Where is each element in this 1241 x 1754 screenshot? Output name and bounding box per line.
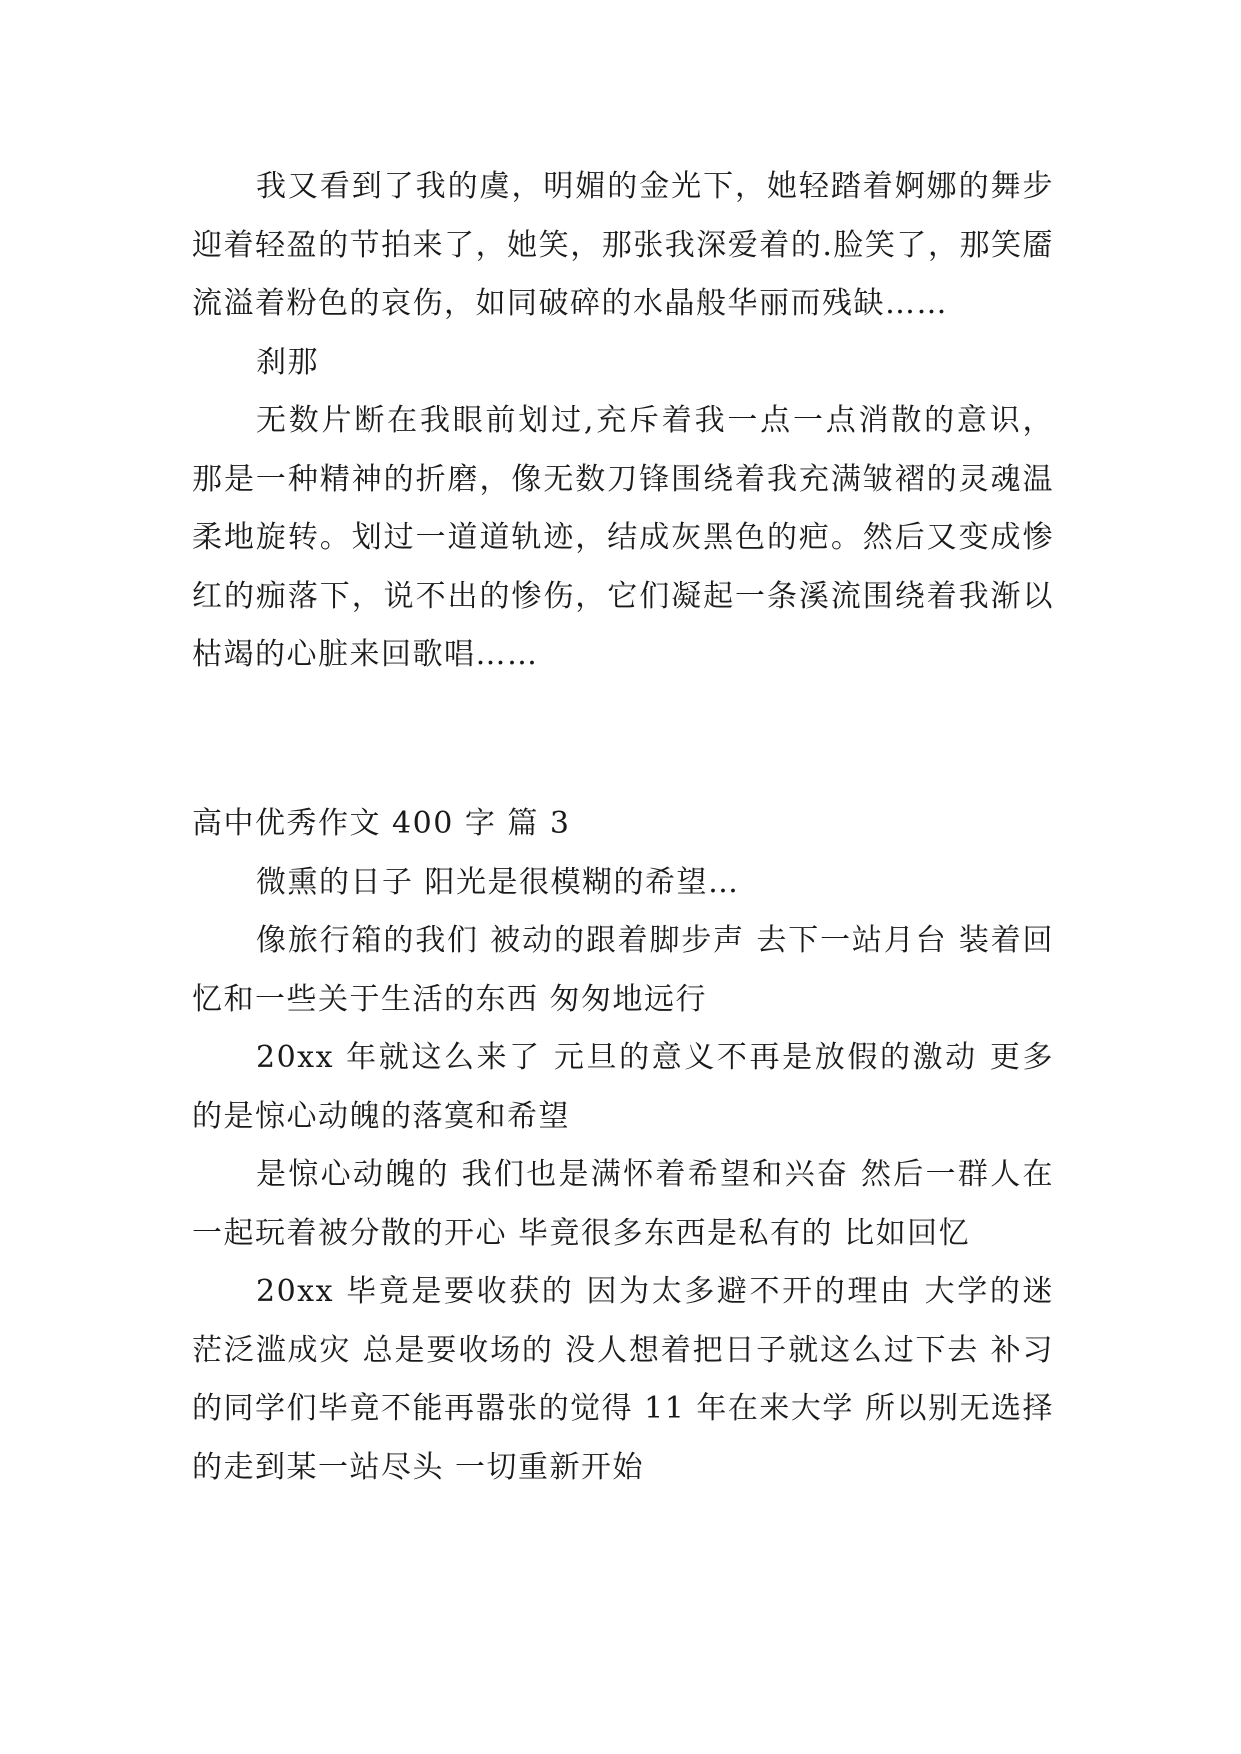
paragraph: 无数片断在我眼前划过,充斥着我一点一点消散的意识，那是一种精神的折磨，像无数刀锋围绕着我充满皱褶的灵魂温柔地旋转。划过一道道轨迹，结成灰黑色的疤。然后又变成惨红的痂落下，说不出的惨伤，它们凝起一条溪流围绕着我渐以枯竭的心脏来回歌唱…… <box>192 403 1054 672</box>
essay-section-3 <box>192 795 1054 1497</box>
paragraph: 微熏的日子 阳光是很模糊的希望… <box>256 864 740 900</box>
section-heading: 高中优秀作文 400 字 篇 3 <box>192 806 571 841</box>
paragraph: 20xx 毕竟是要收获的 因为太多避不开的理由 大学的迷茫泛滥成灾 总是要收场的 没人想着把日子就这么过下去 补习的同学们毕竟不能再嚣张的觉得 11 年在来大学 所以别无选择的走到某一站尽头 一切重新开始 <box>192 1274 1054 1485</box>
paragraph: 20xx 年就这么来了 元旦的意义不再是放假的激动 更多的是惊心动魄的落寞和希望 <box>192 1040 1054 1134</box>
paragraph: 像旅行箱的我们 被动的跟着脚步声 去下一站月台 装着回忆和一些关于生活的东西 匆匆地远行 <box>192 923 1054 1017</box>
essay-section-2-continuation <box>192 158 1054 685</box>
paragraph: 是惊心动魄的 我们也是满怀着希望和兴奋 然后一群人在一起玩着被分散的开心 毕竟很多东西是私有的 比如回忆 <box>192 1157 1054 1251</box>
paragraph: 刹那 <box>256 344 319 380</box>
paragraph: 我又看到了我的虞，明媚的金光下，她轻踏着婀娜的舞步迎着轻盈的节拍来了，她笑，那张我深爱着的.脸笑了，那笑靥流溢着粉色的哀伤，如同破碎的水晶般华丽而残缺…… <box>192 169 1054 321</box>
